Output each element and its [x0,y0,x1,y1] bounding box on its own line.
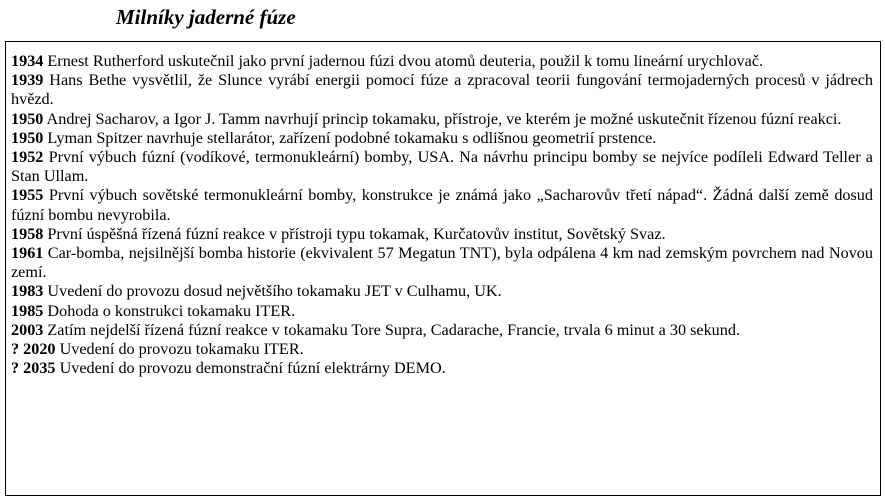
milestone-year: 1950 [11,109,44,128]
milestone-text: Ernest Rutherford uskutečnil jako první jadernou fúzi dvou atomů deuteria, použil k tomu lineární urychlovač. [47,52,764,70]
milestone-entry [11,225,873,244]
milestone-year: 1955 [11,186,44,205]
milestone-text: Car-bomba, nejsilnější bomba historie (ekvivalent 57 Megatun TNT), byla odpálena 4 km nad zemským povrchem nad Novou zemí. [11,244,873,282]
milestone-entry [11,129,873,148]
milestone-entry [11,359,873,378]
milestone-entry [11,340,873,359]
milestone-text: Zatím nejdelší řízená fúzní reakce v tokamaku Tore Supra, Cadarache, Francie, trvala 6 minut a 30 sekund. [47,320,740,339]
milestone-year: 1985 [11,301,44,320]
milestone-entry [11,302,873,321]
milestone-entry [11,148,873,186]
milestone-year: 1983 [11,282,44,301]
milestone-entry [11,321,873,340]
milestone-text: První úspěšná řízená fúzní reakce v přístroji typu tokamak, Kurčatovův institut, Sovětský Svaz. [47,224,666,243]
milestone-year: 2003 [11,320,44,339]
milestone-year: ? 2020 [11,340,56,359]
milestone-year: 1934 [11,52,44,70]
milestone-text: Uvedení do provozu tokamaku ITER. [59,340,304,359]
milestone-year: 1958 [11,224,44,243]
milestone-list [11,52,873,378]
milestone-year: 1950 [11,128,44,147]
document-title: Milníky jaderné fúze [116,5,296,29]
milestone-text: Uvedení do provozu dosud největšího tokamaku JET v Culhamu, UK. [47,282,502,301]
milestone-text: Andrej Sacharov, a Igor J. Tamm navrhují princip tokamaku, přístroje, ve kterém je možné uskutečnit řízenou fúzní reakci. [46,109,842,128]
milestone-year: 1961 [11,244,44,263]
milestone-text: První výbuch fúzní (vodíkové, termonukleární) bomby, USA. Na návrhu principu bomby se nejvíce podíleli Edward Teller a Stan Ullam. [11,148,873,186]
milestone-year: 1952 [11,148,44,167]
milestone-entry [11,244,873,282]
milestone-text: Lyman Spitzer navrhuje stellarátor, zařízení podobné tokamaku s odlišnou geometrií prstence. [47,128,657,147]
milestone-year: 1939 [11,71,44,90]
milestone-text: Uvedení do provozu demonstrační fúzní elektrárny DEMO. [59,359,446,378]
milestone-entry [11,282,873,301]
milestone-text: První výbuch sovětské termonukleární bomby, konstrukce je známá jako „Sacharovův třetí nápad“. Žádná další země dosud fúzní bombu nevyrobila. [11,186,873,224]
milestone-entry [11,71,873,109]
milestone-text: Dohoda o konstrukci tokamaku ITER. [47,301,296,320]
milestone-entry [11,52,873,71]
milestone-year: ? 2035 [11,359,56,378]
milestone-entry [11,110,873,129]
milestone-text: Hans Bethe vysvětlil, že Slunce vyrábí energii pomocí fúze a zpracoval teorii fungování termojaderných procesů v jádrech hvězd. [11,71,874,109]
milestone-entry [11,186,873,224]
